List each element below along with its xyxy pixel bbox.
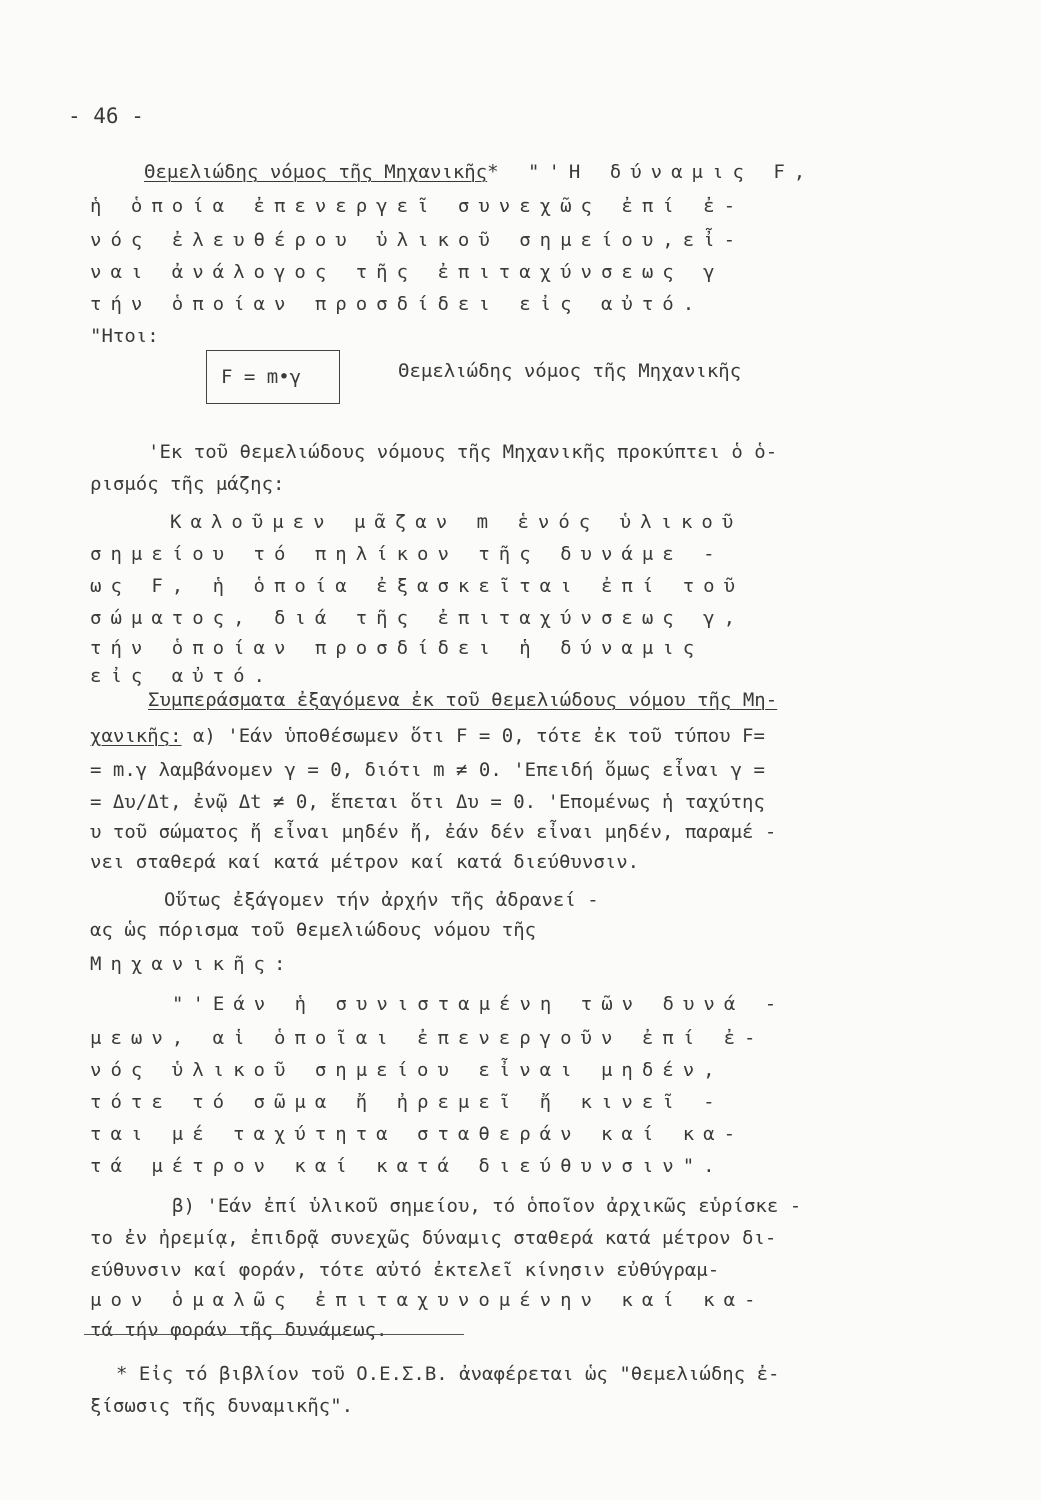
paragraph-line: β) 'Εάν ἐπί ὑλικοῦ σημείου, τό ὁποῖον ἀρχικῶς εὑρίσκε - (172, 1195, 802, 1217)
paragraph-line: τά τήν φοράν τῆς δυνάμεως. (90, 1319, 388, 1341)
paragraph-line: εἰς αὐτό. (90, 665, 274, 687)
paragraph-line: 'Εκ τοῦ θεμελιώδους νόμους τῆς Μηχανικῆς προκύπτει ὁ ὁ- (148, 441, 778, 463)
paragraph-line: ται μέ ταχύτητα σταθεράν καί κα- (90, 1123, 745, 1145)
paragraph-line: Μηχανικῆς: (90, 953, 295, 975)
paragraph-line: σώματος, διά τῆς ἐπιταχύνσεως γ, (90, 607, 745, 629)
paragraph-line: = Δυ/Δt, ἐνῷ Δt ≠ 0, ἕπεται ὅτι Δυ = 0. 'Επομένως ἡ ταχύτης (90, 791, 765, 813)
section1-heading: Θεμελιώδης νόμος τῆς Μηχανικῆς (144, 161, 488, 183)
paragraph-line: * "'Η δύναμις F, (487, 161, 815, 183)
formula: F = m•γ (221, 366, 302, 388)
paragraph-line: α) 'Εάν ὑποθέσωμεν ὅτι F = 0, τότε ἐκ τοῦ τύπου F= (181, 725, 765, 747)
page-number: - 46 - (68, 104, 144, 128)
paragraph-line: ρισμός τῆς μάζης: (90, 473, 285, 495)
paragraph-line: εύθυνσιν καί φοράν, τότε αὐτό ἐκτελεῖ κίνησιν εὐθύγραμ- (90, 1259, 720, 1281)
paragraph-line: μον ὁμαλῶς ἐπιταχυνομένην καί κα- (90, 1289, 765, 1311)
paragraph-line: τήν ὁποίαν προσδίδει ἡ δύναμις (90, 637, 704, 659)
paragraph-line: τά μέτρον καί κατά διεύθυνσιν". (90, 1155, 724, 1177)
paragraph-line: τότε τό σῶμα ἤ ἠρεμεῖ ἤ κινεῖ - (90, 1091, 724, 1113)
paragraph-line: ας ὡς πόρισμα τοῦ θεμελιώδους νόμου τῆς (90, 919, 537, 941)
paragraph-line: ναι ἀνάλογος τῆς ἐπιταχύνσεως γ (90, 261, 724, 283)
footnote-rule (84, 1334, 464, 1335)
paragraph-line: Οὕτως ἐξάγομεν τήν ἀρχήν τῆς ἀδρανεί - (164, 889, 599, 911)
footnote-line: * Εἰς τό βιβλίον τοῦ Ο.Ε.Σ.Β. ἀναφέρεται ὡς "θεμελιώδης ἐ- (116, 1363, 780, 1385)
paragraph-line: μεων, αἱ ὁποῖαι ἐπενεργοῦν ἐπί ἐ- (90, 1027, 765, 1049)
section3-heading-continued: χανικῆς: (90, 725, 182, 747)
footnote-line: ξίσωσις τῆς δυναμικῆς". (90, 1395, 354, 1417)
paragraph-line: υ τοῦ σώματος ἤ εἶναι μηδέν ἤ, ἐάν δέν εἶναι μηδέν, παραμέ - (90, 821, 777, 843)
paragraph-line: νει σταθερά καί κατά μέτρον καί κατά διεύθυνσιν. (90, 851, 640, 873)
paragraph-line: Καλοῦμεν μᾶζαν m ἑνός ὑλικοῦ (170, 511, 743, 533)
formula-box (206, 350, 340, 404)
section3-heading-line2 (90, 724, 765, 748)
paragraph-line: ἡ ὁποία ἐπενεργεῖ συνεχῶς ἐπί ἐ- (90, 195, 745, 217)
paragraph-line: ως F, ἡ ὁποία ἐξασκεῖται ἐπί τοῦ (90, 575, 745, 597)
paragraph-line: σημείου τό πηλίκον τῆς δυνάμε - (90, 543, 724, 565)
paragraph-line: νός ὑλικοῦ σημείου εἶναι μηδέν, (90, 1059, 724, 1081)
paragraph-line: νός ἐλευθέρου ὑλικοῦ σημείου,εἶ- (90, 229, 745, 251)
paragraph-line: = m.γ λαμβάνομεν γ = 0, διότι m ≠ 0. 'Επειδή ὅμως εἶναι γ = (90, 759, 765, 781)
formula-caption: Θεμελιώδης νόμος τῆς Μηχανικῆς (398, 360, 742, 382)
paragraph-line: τήν ὁποίαν προσδίδει εἰς αὐτό. (90, 293, 704, 315)
section3-heading: Συμπεράσματα ἐξαγόμενα ἐκ τοῦ θεμελιώδους νόμου τῆς Μη- (148, 689, 778, 711)
section1-heading-line (144, 160, 814, 184)
paragraph-line: "Ητοι: (90, 325, 159, 347)
paragraph-line: "'Εάν ἡ συνισταμένη τῶν δυνά - (172, 993, 786, 1015)
paragraph-line: το ἐν ἠρεμίᾳ, ἐπιδρᾷ συνεχῶς δύναμις σταθερά κατά μέτρον δι- (90, 1227, 777, 1249)
